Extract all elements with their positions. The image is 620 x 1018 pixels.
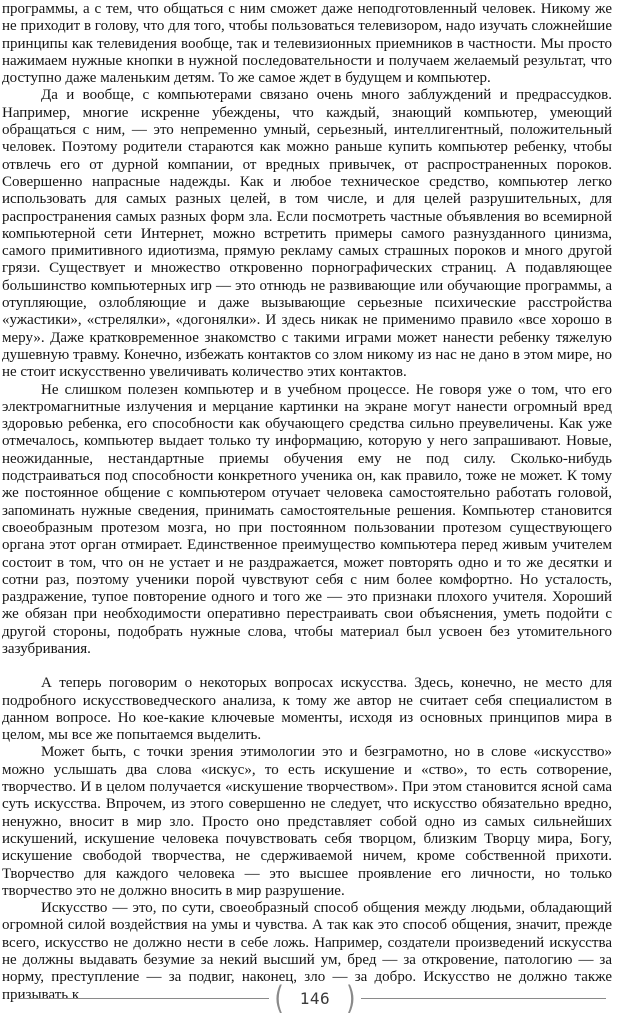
footer-rule-left — [18, 998, 269, 999]
paragraph-continuation: программы, а с тем, что общаться с ним сможет даже неподготовленный человек. Никому же не приходит в голову, что для того, чтобы пользоваться телевизором, надо изучать сложнейшие принципы как телевидения вообще, так и телевизионных приемников в частности. Мы просто нажимаем нужные кнопки в нужной последовательности и получаем желаемый результат, что доступно даже маленьким детям. То же самое ждет в будущем и компьютер. — [2, 1, 612, 87]
footer-rule-right — [361, 998, 607, 999]
page-number: 146 — [299, 988, 331, 1008]
paragraph: Может быть, с точки зрения этимологии это и безграмотно, но в слове «искусство» можно услышать два слова «искус», то есть искушение и «ство», то есть сотворение, творчество. И в целом получается «искушение творчеством». При этом становится ясной сама суть искусства. Впрочем, из этого совершенно не следует, что искусство обязательно вредно, ненужно, вносит в мир зло. Просто оно представляет собой одно из самых сильнейших искушений, искушение человека почувствовать себя творцом, близким Творцу мира, Богу, искушение свободой творчества, не сдерживаемой ничем, кроме собственной прихоти. Творчество для каждого человека — это высшее проявление его личности, но только творчество это не должно вносить в мир разрушение. — [2, 744, 612, 899]
page-number-bracket-left-icon: ( — [274, 979, 284, 1017]
paragraph: Искусство — это, по сути, своеобразный способ общения между людьми, обладающий огромной силой воздействия на умы и чувства. А так как это способ общения, значит, прежде всего, искусство не должно нести в себе ложь. Например, создатели произведений искусства не должны выдавать безумие за некий высший ум, бред — за откровение, патологию — за норму, преступление — за подвиг, наконец, зло — за добро. Искусство не должно также призывать к — [2, 900, 612, 1003]
page-number-bracket-right-icon: ) — [346, 979, 356, 1017]
paragraph: Не слишком полезен компьютер и в учебном процессе. Не говоря уже о том, что его электромагнитные излучения и мерцание картинки на экране могут нанести огромный вред здоровью ребенка, его способности как обучающего средства сильно преувеличены. Как уже отмечалось, компьютер выдает только ту информацию, которую у него запрашивают. Новые, неожиданные, нестандартные приемы обучения ему не под силу. Сколько-нибудь подстраиваться под способности конкретного ученика он, как правило, тоже не может. К тому же постоянное общение с компьютером отучает человека самостоятельно работать головой, запоминать нужные сведения, принимать самостоятельные решения. Компьютер становится своеобразным протезом мозга, но при постоянном пользовании протезом существующего органа этот орган отмирает. Единственное преимущество компьютера перед живым учителем состоит в том, что он не устает и не раздражается, может повторять одно и то же десятки и сотни раз, поэтому ученики порой чувствуют себя с ним более комфортно. Но усталость, раздражение, тупое повторение одного и того же — это признаки плохого учителя. Хороший же обязан при необходимости оперативно перестраивать свои объяснения, уметь подойти с другой стороны, подобрать нужные слова, чтобы материал был усвоен без утомительного зазубривания. — [2, 381, 612, 657]
page-text-block — [2, 1, 612, 1004]
paragraph-section-start: А теперь поговорим о некоторых вопросах искусства. Здесь, конечно, не место для подробного искусствоведческого анализа, к тому же автор не считает себя специалистом в данном вопросе. Но кое-какие ключевые моменты, исходя из основных принципов мира в целом, мы все же попытаемся выделить. — [2, 675, 612, 744]
paragraph: Да и вообще, с компьютерами связано очень много заблуждений и предрассудков. Например, многие искренне убеждены, что каждый, знающий компьютер, умеющий обращаться с ним, — это непременно умный, серьезный, интеллигентный, положительный человек. Поэтому родители стараются как можно раньше купить компьютер ребенку, чтобы отвлечь его от дурной компании, от вредных привычек, от распространенных пороков. Совершенно напрасные надежды. Как и любое техническое средство, компьютер легко использовать для самых разных целей, в том числе, и для целей разрушительных, для распространения самых разных форм зла. Если посмотреть частные объявления во всемирной компьютерной сети Интернет, можно встретить примеры самого разнузданного цинизма, самого примитивного идиотизма, прямую рекламу самых страшных пороков и много другой грязи. Существует и множество откровенно порнографических страниц. А подавляющее большинство компьютерных игр — это отнюдь не развивающие или обучающие программы, а отупляющие, озлобляющие и даже вызывающие серьезные психические расстройства «ужастики», «стрелялки», «догонялки». И здесь никак не применимо правило «все хорошо в меру». Даже кратковременное знакомство с такими играми может нанести ребенку тяжелую душевную травму. Конечно, избежать контактов со злом никому из нас не дано в этом мире, но не стоит искусственно увеличивать количество этих контактов. — [2, 87, 612, 381]
page-footer — [0, 978, 620, 1018]
